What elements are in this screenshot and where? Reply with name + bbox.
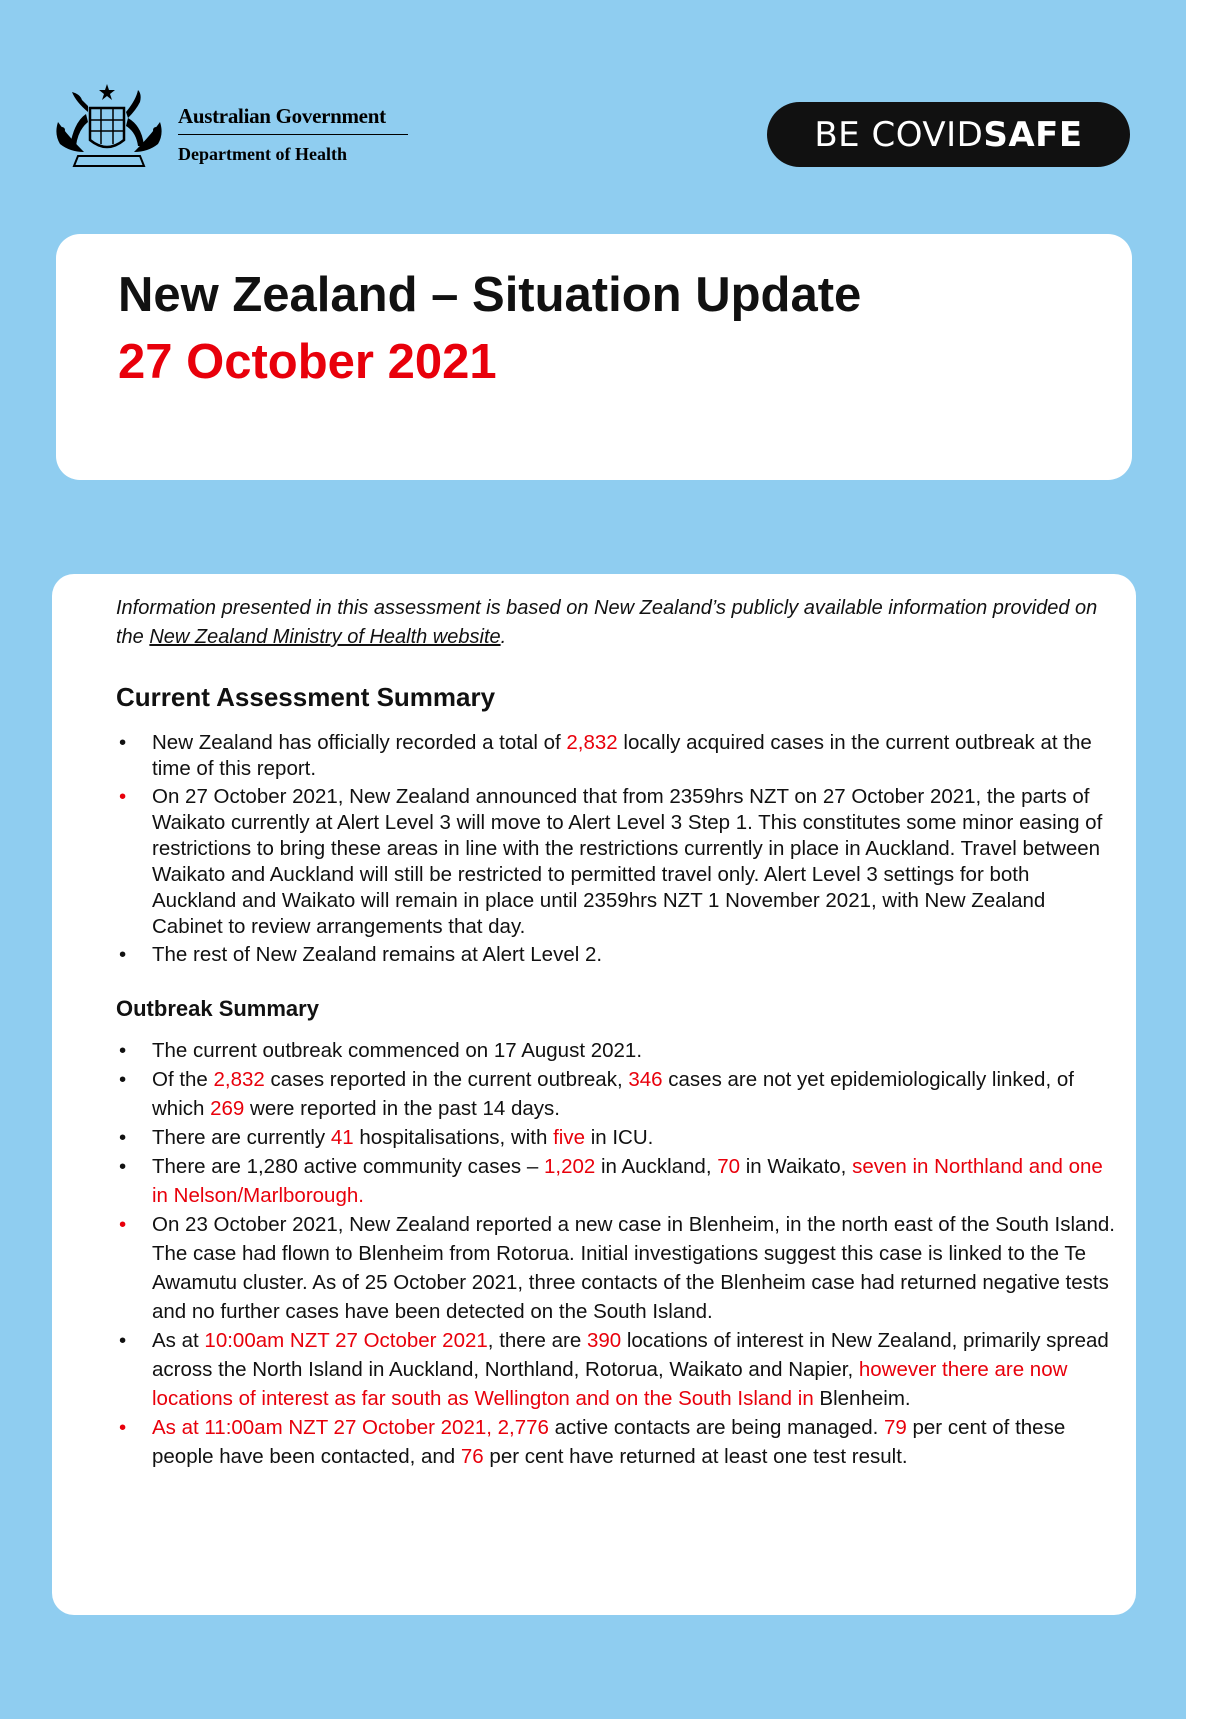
intro-text: Information presented in this assessment is based on New Zealand’s publicly available information provided on the <box>116 597 1098 648</box>
text-run: in ICU. <box>585 1126 654 1149</box>
text-run: locations of interest in New Zealand, primarily spread across the North Island in Auckland, Northland, Rotorua, Waikato and Napier, <box>152 1329 1109 1381</box>
text-run: , there are <box>487 1329 587 1352</box>
assessment-item-alert-change: • On 27 October 2021, New Zealand announced that from 2359hrs NZT on 27 October 2021, the parts of Waikato currently at Alert Level 3 will move to Alert Level 3 Step 1. This constitutes some minor easing of restrictions to bring these areas in line with the restrictions currently in place in Auckland. Travel between Waikato and Auckland will still be restricted to permitted travel only. Alert Level 3 settings for both Auckland and Waikato will remain in place until 2359hrs NZT 1 November 2021, with New Zealand Cabinet to review arrangements that day. <box>116 784 1116 940</box>
text-run: Blenheim. <box>813 1387 911 1410</box>
government-name: Australian Government <box>178 104 386 128</box>
title-card <box>56 234 1132 480</box>
highlight-value: 2,832 <box>566 731 618 754</box>
highlight-value: 70 <box>717 1155 741 1178</box>
text-run: hospitalisations, with <box>353 1126 554 1149</box>
highlight-text: seven in Northland and one in Nelson/Marlborough. <box>152 1155 1103 1207</box>
outbreak-item-blenheim: • On 23 October 2021, New Zealand reported a new case in Blenheim, in the north east of the South Island. The case had flown to Blenheim from Rotorua. Initial investigations suggest this case is linked to the Te Awamutu cluster. As of 25 October 2021, three contacts of the Blenheim case had returned negative tests and no further cases have been detected on the South Island. <box>116 1210 1116 1326</box>
text-run: active contacts are being managed. <box>548 1416 884 1439</box>
text-run: were reported in the past 14 days. <box>244 1097 560 1120</box>
page-margin-strip <box>1186 0 1216 1719</box>
government-logo <box>50 82 410 174</box>
content-body <box>116 594 1116 1471</box>
department-name: Department of Health <box>178 144 347 164</box>
outbreak-item-hospital <box>116 1123 1116 1152</box>
text-run: There are currently <box>152 1126 331 1149</box>
highlight-value: 346 <box>628 1068 663 1091</box>
text-run: As at <box>152 1329 205 1352</box>
outbreak-item-active <box>116 1152 1116 1210</box>
outbreak-item-locations <box>116 1326 1116 1413</box>
covidsafe-suffix: SAFE <box>983 114 1083 155</box>
moh-website-link[interactable]: New Zealand Ministry of Health website <box>149 626 501 648</box>
assessment-item-cases <box>116 730 1116 782</box>
text-run: cases reported in the current outbreak, <box>264 1068 629 1091</box>
text-run: cases are not yet epidemiologically linked, of which <box>152 1068 1074 1120</box>
text-run: New Zealand has officially recorded a total of <box>152 731 567 754</box>
coat-of-arms-icon <box>50 82 168 174</box>
highlight-value: 79 <box>884 1416 907 1439</box>
report-date: 27 October 2021 <box>118 335 497 389</box>
text-run: locally acquired cases in the current outbreak at the time of this report. <box>152 731 1092 780</box>
text-run: in Waikato, <box>740 1155 853 1178</box>
highlight-text: however there are now locations of interest as far south as Wellington and on the South Island in <box>152 1358 1068 1410</box>
highlight-value: 41 <box>330 1126 354 1149</box>
page-title: New Zealand – Situation Update <box>118 268 862 322</box>
highlight-value: 1,202 <box>543 1155 596 1178</box>
outbreak-item-linked <box>116 1065 1116 1123</box>
assessment-list <box>116 730 1116 968</box>
text-run: There are 1,280 active community cases – <box>152 1155 544 1178</box>
outbreak-item-start: • The current outbreak commenced on 17 August 2021. <box>116 1036 1116 1065</box>
text-run: per cent have returned at least one test result. <box>483 1445 908 1468</box>
logo-divider <box>178 134 408 135</box>
text-run: Of the <box>152 1068 214 1091</box>
assessment-item-rest: • The rest of New Zealand remains at Alert Level 2. <box>116 942 1116 968</box>
outbreak-list <box>116 1036 1116 1471</box>
highlight-value: 2,832 <box>213 1068 265 1091</box>
content-card <box>52 574 1136 1615</box>
intro-paragraph <box>116 594 1116 652</box>
highlight-text: As at 11:00am NZT 27 October 2021, 2,776 <box>152 1416 549 1439</box>
text-run: per cent of these people have been contacted, and <box>152 1416 1066 1468</box>
highlight-value: 76 <box>460 1445 484 1468</box>
highlight-value: 10:00am NZT 27 October 2021 <box>204 1329 488 1352</box>
text-run: in Auckland, <box>595 1155 718 1178</box>
highlight-value: 390 <box>586 1329 622 1352</box>
covidsafe-badge <box>767 102 1130 167</box>
covidsafe-prefix: BE COVID <box>814 114 984 155</box>
assessment-heading: Current Assessment Summary <box>116 682 496 712</box>
highlight-value: five <box>553 1126 585 1149</box>
outbreak-item-contacts <box>116 1413 1116 1471</box>
intro-end: . <box>500 626 507 648</box>
highlight-value: 269 <box>210 1097 245 1120</box>
outbreak-heading: Outbreak Summary <box>116 996 319 1021</box>
